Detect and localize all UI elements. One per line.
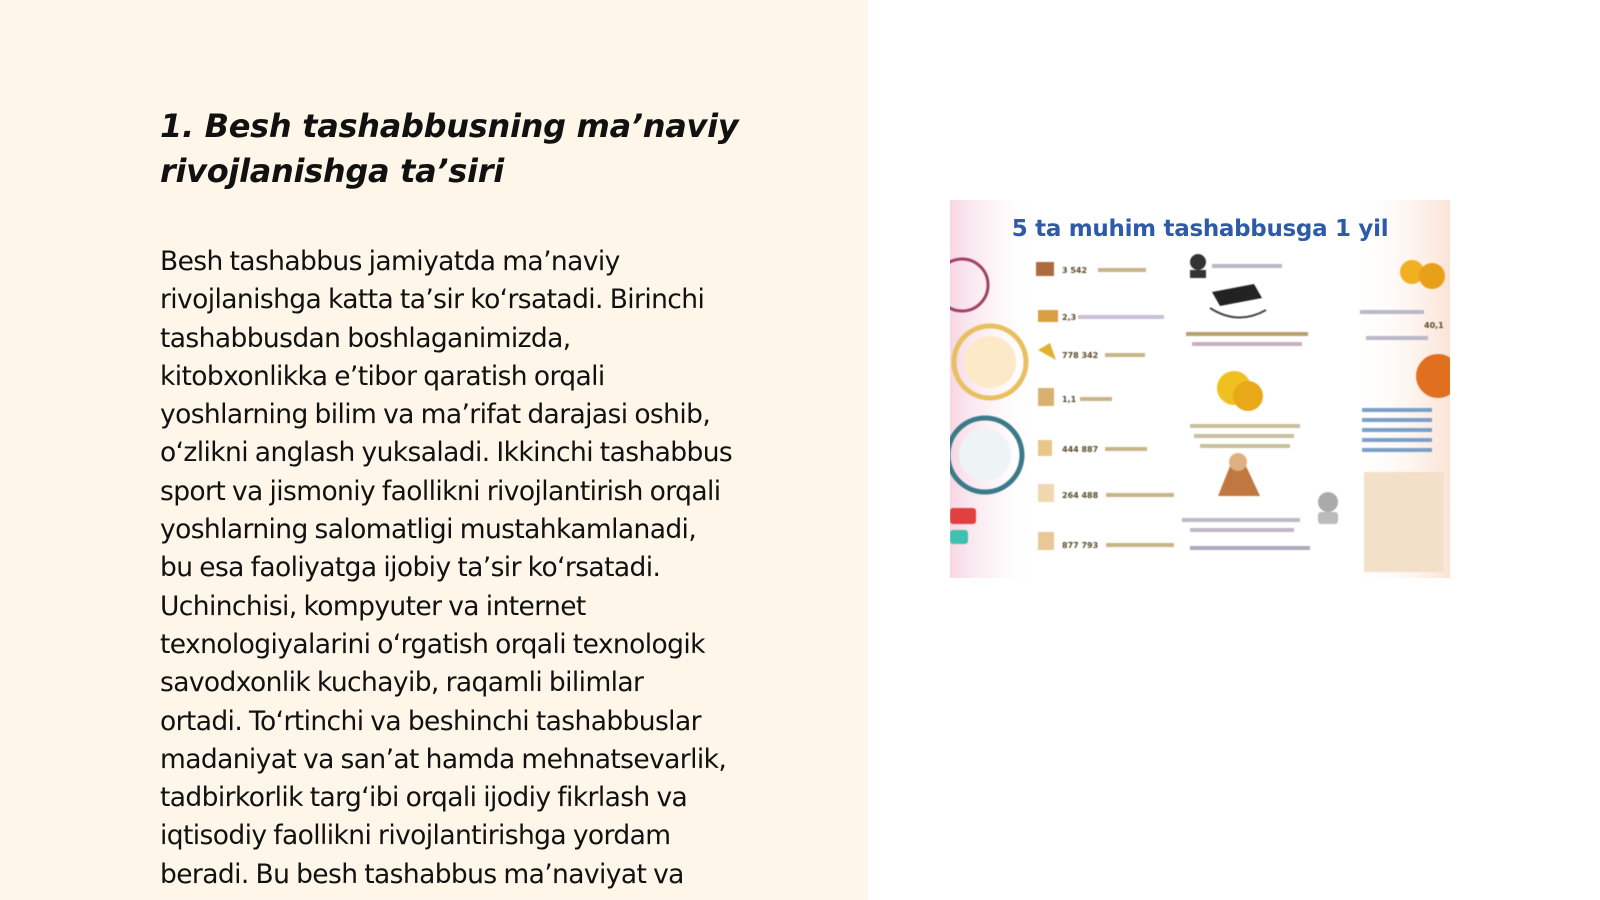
body-line: madaniyat va san’at hamda mehnatsevarlik, (160, 743, 727, 775)
body-line: yoshlarning salomatligi mustahkamlanadi, (160, 514, 697, 546)
body-line: yoshlarning bilim va ma’rifat darajasi oshib, (160, 399, 711, 431)
stat-value: 264 488 (1062, 491, 1099, 500)
body-line: tadbirkorlik targ‘ibi orqali ijodiy fikrlash va (160, 782, 688, 814)
stat-value: 2,3 (1062, 313, 1077, 322)
body-line: tashabbusdan boshlaganimizda, (160, 322, 571, 354)
stat-value: 40,1 (1424, 321, 1444, 330)
stat-list (1036, 262, 1174, 550)
body-line: sport va jismoniy faollikni rivojlantirish orqali (160, 475, 721, 507)
body-line: Besh tashabbus jamiyatda ma’naviy (160, 246, 620, 277)
stat-value: 3 542 (1062, 266, 1088, 275)
body-line: kitobxonlikka e’tibor qaratish orqali (160, 360, 605, 392)
body-line: rivojlanishga katta ta’sir ko‘rsatadi. Birinchi (160, 284, 705, 316)
body-line: texnologiyalarini o‘rgatish orqali texnologik (160, 628, 705, 660)
infographic-title: 5 ta muhim tashabbusga 1 yil (1011, 216, 1389, 242)
slide-body-text (160, 243, 855, 894)
body-line: Uchinchisi, kompyuter va internet (160, 590, 586, 622)
body-line: o‘zlikni anglash yuksaladi. Ikkinchi tashabbus (160, 437, 733, 469)
body-line: savodxonlik kuchayib, raqamli bilimlar (160, 667, 644, 699)
infographic-illustration (950, 200, 1450, 578)
stat-value: 877 793 (1062, 541, 1099, 550)
heading-line: 1. Besh tashabbusning ma’naviy (160, 107, 739, 145)
infographic-image (950, 200, 1450, 578)
body-line: bu esa faoliyatga ijobiy ta’sir ko‘rsatadi. (160, 552, 661, 584)
stat-value: 778 342 (1062, 351, 1099, 360)
body-line: iqtisodiy faollikni rivojlantirishga yordam (160, 820, 671, 852)
stat-value: 444 887 (1062, 445, 1099, 454)
slide-heading (160, 104, 840, 194)
heading-line: rivojlanishga ta’siri (160, 152, 504, 190)
center-icons (1182, 254, 1338, 550)
body-line: beradi. Bu besh tashabbus ma’naviyat va (160, 858, 684, 890)
stat-value: 1,1 (1062, 395, 1077, 404)
body-line: ortadi. To‘rtinchi va beshinchi tashabbuslar (160, 705, 701, 737)
